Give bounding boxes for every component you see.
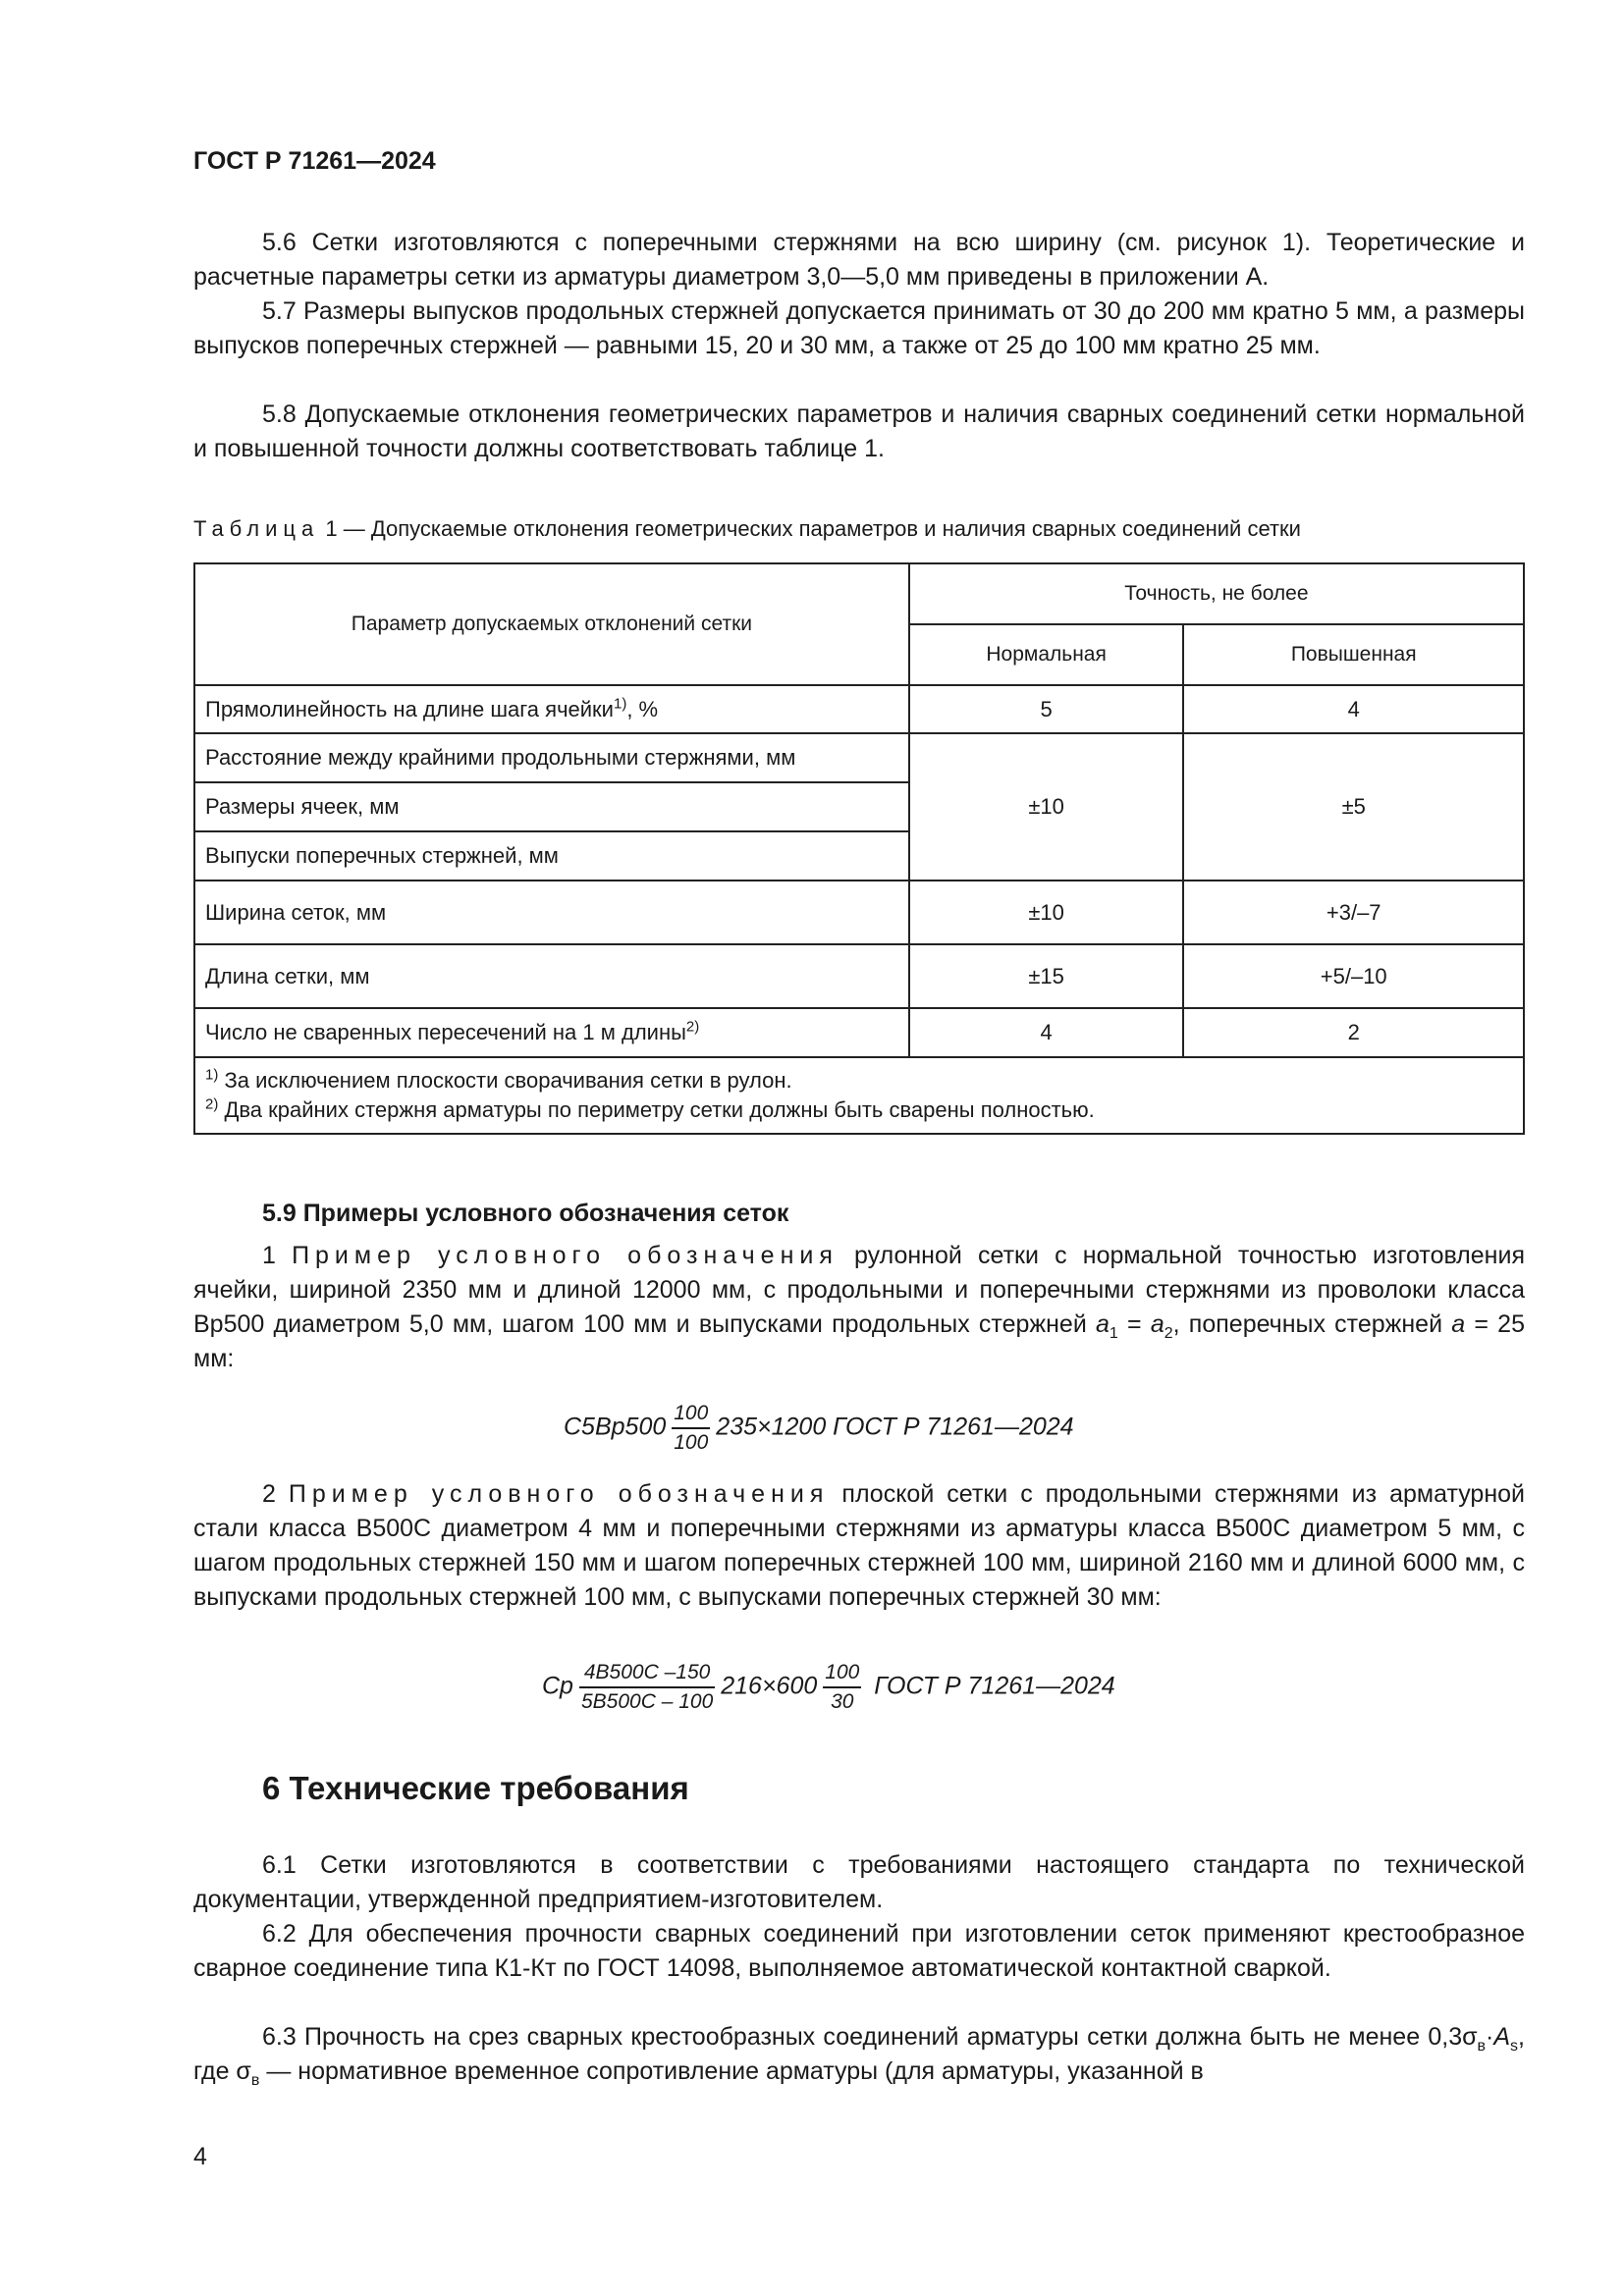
paragraph-5-8: 5.8 Допускаемые отклонения геометрических параметров и наличия сварных соединений сетки нормальной и повышенной точности должны соответствовать таблице 1. xyxy=(193,400,1525,462)
example-1: 1 Пример условного обозначения рулонной сетки с нормальной точностью изготовления ячейки, шириной 2350 мм и длиной 12000 мм, с продольными и поперечными стержнями из проволоки класса Вр500 диаметром 5,0 мм, шагом 100 мм и выпусками продольных стержней $a_1 = a_2$, поперечных стержней a = 25 мм: xyxy=(193,1242,1525,1372)
row-straightness-high: 4 xyxy=(1183,685,1524,733)
table-footnotes xyxy=(194,1057,1524,1134)
formula-1: С5Вр500 $\frac{100}{100}$ 235×1200 ГОСТ Р 71261—2024 xyxy=(564,1402,1074,1454)
row-straightness-label: Прямолинейность на длине шага ячейки$^{1)}$, % xyxy=(194,685,909,733)
formula-2-fraction-2: $\frac{100}{30}$ xyxy=(825,1661,860,1713)
example-2: 2 Пример условного обозначения плоской сетки с продольными стержнями из арматурной стали класса В500С диаметром 4 мм и поперечными стержнями из арматуры класса В500С диаметром 5 мм, с шагом продольных стержней 150 мм и шагом поперечных стержней 100 мм, шириной 2160 мм и длиной 6000 мм, с выпусками продольных стержней 100 мм, с выпусками поперечных стержней 30 мм: xyxy=(193,1480,1525,1611)
row-width-normal: ±10 xyxy=(909,881,1184,944)
row-cells-label: Размеры ячеек, мм xyxy=(194,782,909,831)
footnotes-cell xyxy=(194,1057,1524,1134)
section-6-title: 6 Технические требования xyxy=(262,1770,689,1806)
footnote-1: $^{1)}$ За исключением плоскости сворачивания сетки в рулон. xyxy=(205,1066,792,1093)
row-unwelded-normal: 4 xyxy=(909,1008,1184,1057)
row-group-high: ±5 xyxy=(1183,733,1524,881)
page-number: 4 xyxy=(193,2143,207,2170)
table-row xyxy=(194,1008,1524,1057)
table-caption-text: 1 — Допускаемые отклонения геометрических параметров и наличия сварных соединений сетки xyxy=(319,516,1301,541)
row-group-normal: ±10 xyxy=(909,733,1184,881)
table-caption xyxy=(193,516,1301,542)
table-row xyxy=(194,733,1524,782)
row-distance-label: Расстояние между крайними продольными стержнями, мм xyxy=(194,733,909,782)
footnote-ref: 1) xyxy=(613,695,627,713)
header-high: Повышенная xyxy=(1183,624,1524,685)
paragraph-5-7: 5.7 Размеры выпусков продольных стержней допускается принимать от 30 до 200 мм кратно 5 мм, а размеры выпусков поперечных стержней — равными 15, 20 и 30 мм, а также от 25 до 100 мм кратно 25 мм. xyxy=(193,297,1525,359)
row-length-high: +5/–10 xyxy=(1183,944,1524,1008)
row-length-label: Длина сетки, мм xyxy=(194,944,909,1008)
table-row xyxy=(194,944,1524,1008)
row-unwelded-high: 2 xyxy=(1183,1008,1524,1057)
formula-1-fraction: $\frac{100}{100}$ xyxy=(674,1402,709,1454)
formula-2-fraction-1: $\frac{4В500С -150}{5В500С - 100}$ xyxy=(580,1661,714,1713)
formula-2: Ср $\frac{4В500С -150}{5В500С - 100}$ 216×600 $\frac{100}{30}$ ГОСТ Р 71261—2024 xyxy=(542,1661,1115,1713)
row-width-label: Ширина сеток, мм xyxy=(194,881,909,944)
footnote-2: $^{2)}$ Два крайних стержня арматуры по периметру сетки должны быть сварены полностью. xyxy=(205,1095,1095,1122)
section-5-9-title: 5.9 Примеры условного обозначения сеток xyxy=(262,1200,789,1227)
paragraph-6-2: 6.2 Для обеспечения прочности сварных соединений при изготовлении сеток применяют крестообразное сварное соединение типа К1-Кт по ГОСТ 14098, выполняемое автоматической контактной сваркой. xyxy=(193,1920,1525,1982)
footnote-ref: 2) xyxy=(685,1018,700,1036)
paragraph-6-3: 6.3 Прочность на срез сварных крестообразных соединений арматуры сетки должна быть не менее $0,3\sigma_в\cdot A_s$, где $\sigma_в$ — нормативное временное сопротивление арматуры (для арматуры, указанной в xyxy=(193,2023,1525,2089)
row-outlets-label: Выпуски поперечных стержней, мм xyxy=(194,831,909,881)
header-accuracy: Точность, не более xyxy=(909,563,1524,624)
paragraph-6-1: 6.1 Сетки изготовляются в соответствии с требованиями настоящего стандарта по технической документации, утвержденной предприятием-изготовителем. xyxy=(193,1851,1525,1913)
row-length-normal: ±15 xyxy=(909,944,1184,1008)
row-unwelded-label: Число не сваренных пересечений на 1 м длины$^{2)}$ xyxy=(194,1008,909,1057)
row-width-high: +3/–7 xyxy=(1183,881,1524,944)
tolerance-table xyxy=(193,562,1525,1135)
table-caption-label: Таблица xyxy=(193,516,320,541)
table-row xyxy=(194,881,1524,944)
table-row xyxy=(194,685,1524,733)
row-straightness-normal: 5 xyxy=(909,685,1184,733)
header-param: Параметр допускаемых отклонений сетки xyxy=(194,563,909,685)
paragraph-5-6: 5.6 Сетки изготовляются с поперечными стержнями на всю ширину (см. рисунок 1). Теоретические и расчетные параметры сетки из арматуры диаметром 3,0—5,0 мм приведены в приложении А. xyxy=(193,229,1525,291)
document-header: ГОСТ Р 71261—2024 xyxy=(193,147,436,175)
header-normal: Нормальная xyxy=(909,624,1184,685)
